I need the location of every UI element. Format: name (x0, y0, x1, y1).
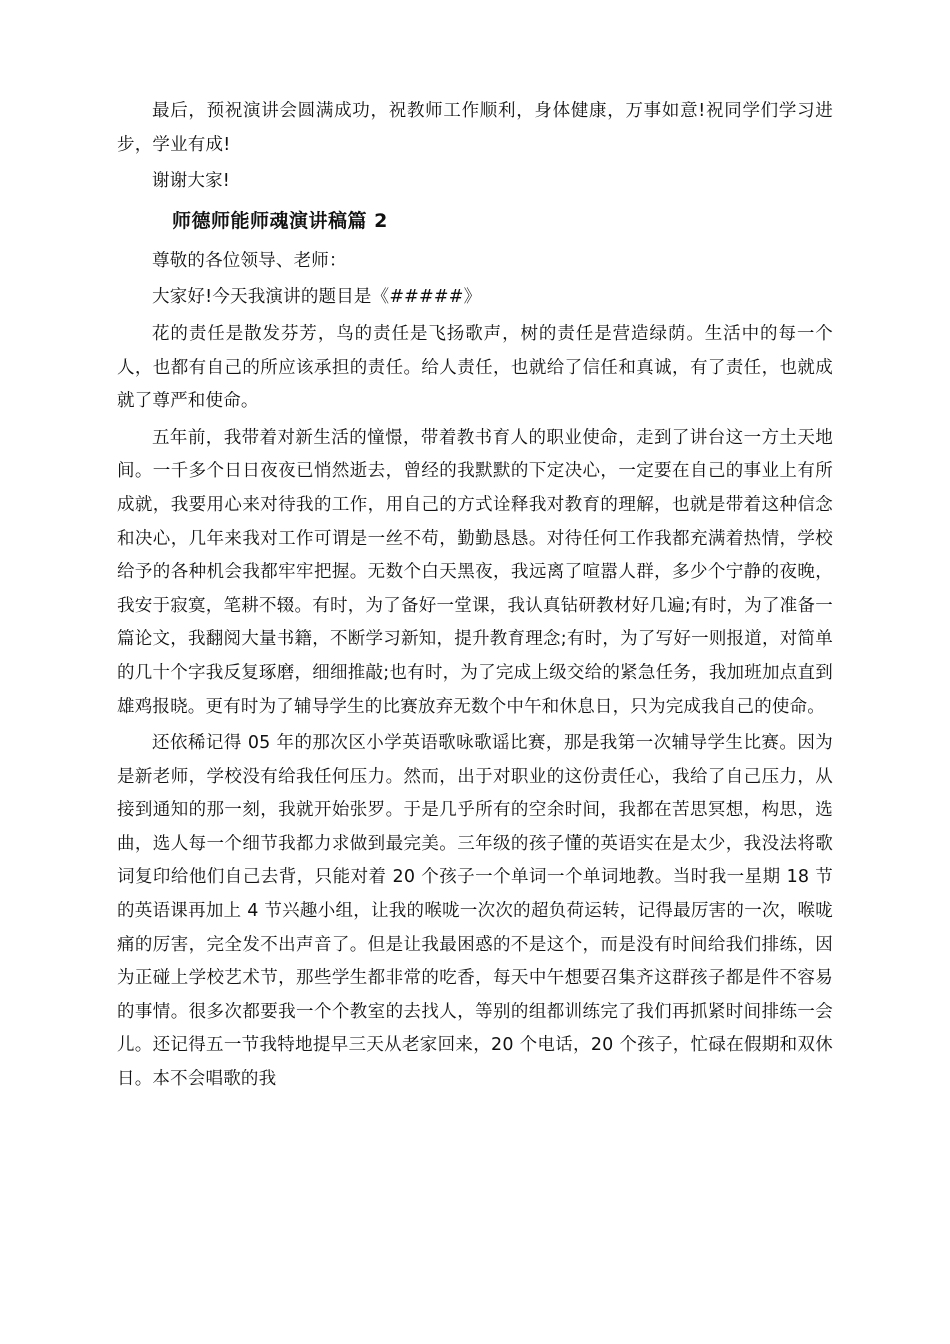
opening-line: 大家好!今天我演讲的题目是《#####》 (152, 287, 482, 308)
paragraph-1: 花的责任是散发芬芳，鸟的责任是飞扬歌声，树的责任是营造绿荫。生活中的每一个人，也都有自己的所应该承担的责任。给人责任，也就给了信任和真诚，有了责任，也就成就了尊严和使命。 (117, 323, 833, 412)
thanks-line: 谢谢大家! (152, 171, 231, 192)
document-page (117, 95, 833, 1097)
salutation: 尊敬的各位领导、老师： (152, 250, 347, 271)
closing-paragraph: 最后，预祝演讲会圆满成功，祝教师工作顺利，身体健康，万事如意!祝同学们学习进步，学业有成! (117, 101, 833, 155)
paragraph-3: 还依稀记得 05 年的那次区小学英语歌咏歌谣比赛，那是我第一次辅导学生比赛。因为是新老师，学校没有给我任何压力。然而，出于对职业的这份责任心，我给了自己压力，从接到通知的那一刻，我就开始张罗。于是几乎所有的空余时间，我都在苦思冥想，构思，选曲，选人每一个细节我都力求做到最完美。三年级的孩子懂的英语实在是太少，我没法将歌词复印给他们自己去背，只能对着 20 个孩子一个单词一个单词地教。当时我一星期 18 节的英语课再加上 4 节兴趣小组，让我的喉咙一次次的超负荷运转，记得最厉害的一次，喉咙痛的厉害，完全发不出声音了。但是让我最困惑的不是这个，而是没有时间给我们排练，因为正碰上学校艺术节，那些学生都非常的吃香，每天中午想要召集齐这群孩子都是件不容易的事情。很多次都要我一个个教室的去找人，等别的组都训练完了我们再抓紧时间排练一会儿。还记得五一节我特地提早三天从老家回来，20 个电话，20 个孩子，忙碌在假期和双休日。本不会唱歌的我 (117, 733, 834, 1090)
paragraph-2: 五年前，我带着对新生活的憧憬，带着教书育人的职业使命，走到了讲台这一方土天地间。一千多个日日夜夜已悄然逝去，曾经的我默默的下定决心，一定要在自己的事业上有所成就，我要用心来对待我的工作，用自己的方式诠释我对教育的理解，也就是带着这种信念和决心，几年来我对工作可谓是一丝不苟，勤勤恳恳。对待任何工作我都充满着热情，学校给予的各种机会我都牢牢把握。无数个白天黑夜，我远离了喧嚣人群，多少个宁静的夜晚，我安于寂寞，笔耕不辍。有时，为了备好一堂课，我认真钻研教材好几遍;有时，为了准备一篇论文，我翻阅大量书籍，不断学习新知，提升教育理念;有时，为了写好一则报道，对简单的几十个字我反复琢磨，细细推敲;也有时，为了完成上级交给的紧急任务，我加班加点直到雄鸡报晓。更有时为了辅导学生的比赛放弃无数个中午和休息日，只为完成我自己的使命。 (117, 427, 833, 717)
section-title: 师德师能师魂演讲稿篇 2 (172, 209, 388, 232)
